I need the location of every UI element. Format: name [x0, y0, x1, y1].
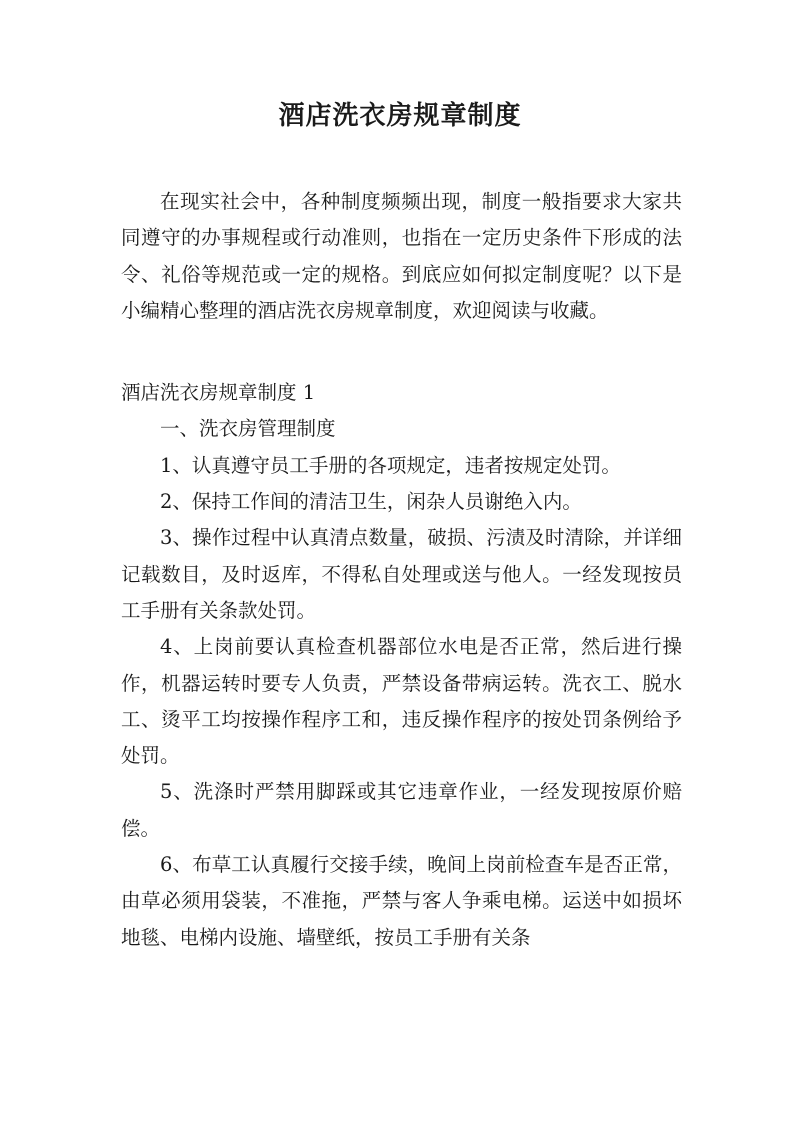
rule-item-5: 5、洗涤时严禁用脚踩或其它违章作业，一经发现按原价赔偿。: [121, 780, 682, 840]
document-body: [121, 184, 682, 956]
rule-item-3: 3、操作过程中认真清点数量，破损、污渍及时清除，并详细记载数目，及时返库，不得私自处理或送与他人。一经发现按员工手册有关条款处罚。: [121, 526, 682, 622]
rule-item-1: 1、认真遵守员工手册的各项规定，违者按规定处罚。: [160, 453, 621, 477]
rule-item-2: 2、保持工作间的清洁卫生，闲杂人员谢绝入内。: [160, 490, 582, 514]
rule-item-6: 6、布草工认真履行交接手续，晚间上岗前检查车是否正常，由草必须用袋装，不准拖，严禁与客人争乘电梯。运送中如损坏地毯、电梯内设施、墙壁纸，按员工手册有关条: [121, 853, 682, 949]
document-title: 酒店洗衣房规章制度: [278, 101, 522, 131]
intro-paragraph: 在现实社会中，各种制度频频出现，制度一般指要求大家共同遵守的办事规程或行动准则，也指在一定历史条件下形成的法令、礼俗等规范或一定的规格。到底应如何拟定制度呢？以下是小编精心整理的酒店洗衣房规章制度，欢迎阅读与收藏。: [121, 190, 682, 322]
section-heading: 酒店洗衣房规章制度 1: [121, 381, 316, 405]
rule-item-4: 4、上岗前要认真检查机器部位水电是否正常，然后进行操作，机器运转时要专人负责，严禁设备带病运转。洗衣工、脱水工、烫平工均按操作程序工和，违反操作程序的按处罚条例给予处罚。: [121, 635, 682, 768]
subsection-heading: 一、洗衣房管理制度: [160, 417, 336, 441]
